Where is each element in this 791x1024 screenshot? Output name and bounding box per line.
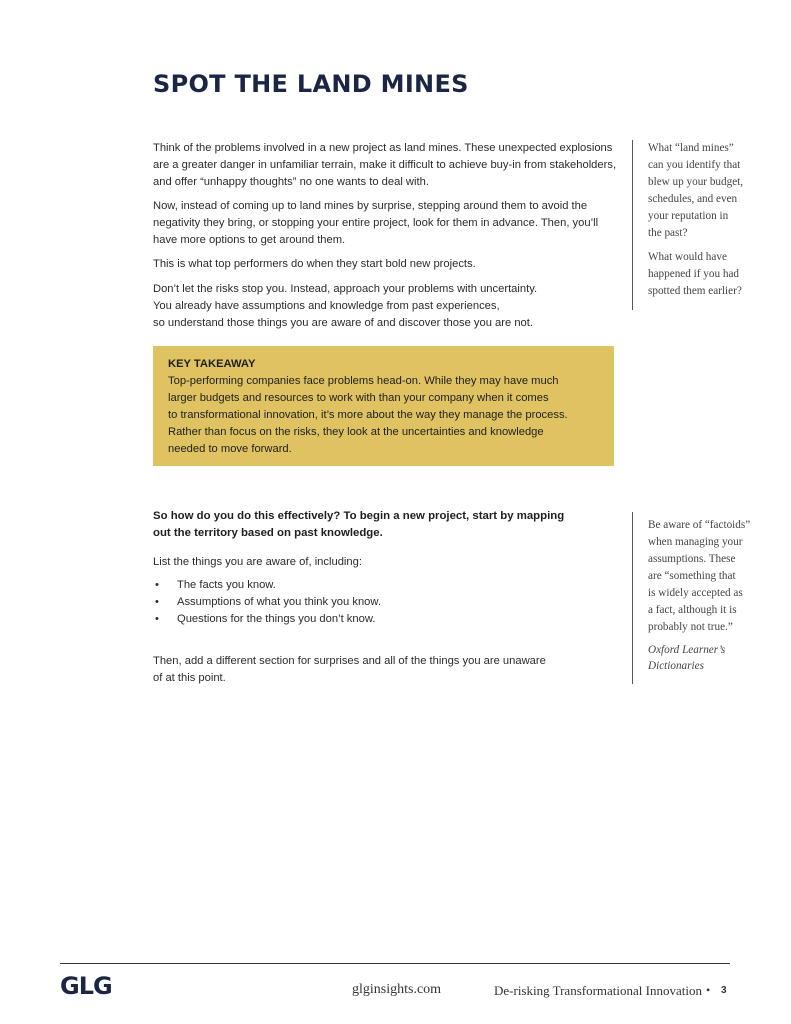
- page-title: SPOT THE LAND MINES: [153, 70, 469, 98]
- sidebar-questions: What “land mines” can you identify that blew up your budget, schedules, and even your reputation in the past? What would have happened if you had spotted them earlier?: [632, 140, 773, 310]
- footer-document-title: De-risking Transformational Innovation: [494, 983, 702, 998]
- sidebar-factoids-note: Be aware of “factoids” when managing your assumptions. These are “something that is widely accepted as a fact, although it is probably not true.” Oxford Learner’s Dictionaries: [632, 512, 757, 684]
- footer-separator-icon: •: [706, 983, 711, 997]
- list-item: • Questions for the things you don’t know.: [153, 611, 613, 628]
- key-takeaway-line: larger budgets and resources to work with than your company when it comes: [168, 392, 549, 404]
- awareness-list: [153, 577, 613, 628]
- page-number: 3: [721, 985, 727, 996]
- section-lead: So how do you do this effectively? To begin a new project, start by mapping out the territory based on past knowledge.: [153, 510, 565, 539]
- intro-paragraph-3: This is what top performers do when they start bold new projects.: [153, 258, 476, 270]
- bullet-icon: •: [155, 613, 159, 625]
- intro-paragraph-1: Think of the problems involved in a new project as land mines. These unexpected explosions are a greater danger in unfamiliar terrain, make it difficult to achieve buy-in from stakeholders, and offer “unhappy thoughts” no one wants to deal with.: [153, 142, 617, 188]
- key-takeaway-heading: KEY TAKEAWAY: [168, 358, 256, 370]
- bullet-icon: •: [155, 579, 159, 591]
- sidebar-source: Oxford Learner’s: [648, 644, 726, 656]
- footer-website: glginsights.com: [352, 982, 442, 997]
- sidebar-source: Dictionaries: [648, 660, 704, 672]
- key-takeaway-box: [153, 346, 614, 466]
- glg-logo: GLG: [60, 972, 112, 1000]
- key-takeaway-line: needed to move forward.: [168, 443, 292, 455]
- list-item: • Assumptions of what you think you know.: [153, 594, 613, 611]
- key-takeaway-line: to transformational innovation, it’s more about the way they manage the process.: [168, 409, 568, 421]
- footer-divider: [60, 963, 730, 964]
- intro-paragraph-2: Now, instead of coming up to land mines by surprise, stepping around them to avoid the negativity they bring, or stopping your entire project, look for them in advance. Then, you’ll have more options to get around them.: [153, 200, 599, 246]
- list-intro: List the things you are aware of, including:: [153, 556, 362, 568]
- bullet-icon: •: [155, 596, 159, 608]
- key-takeaway-line: Top-performing companies face problems head-on. While they may have much: [168, 375, 559, 387]
- list-item: • The facts you know.: [153, 577, 613, 594]
- closing-paragraph: Then, add a different section for surprises and all of the things you are unaware of at this point.: [153, 655, 546, 684]
- intro-paragraph-4: Don’t let the risks stop you. Instead, approach your problems with uncertainty. You already have assumptions and knowledge from past experiences, so understand those things you are aware of and discover those you are not.: [153, 283, 538, 329]
- key-takeaway-line: Rather than focus on the risks, they look at the uncertainties and knowledge: [168, 426, 544, 438]
